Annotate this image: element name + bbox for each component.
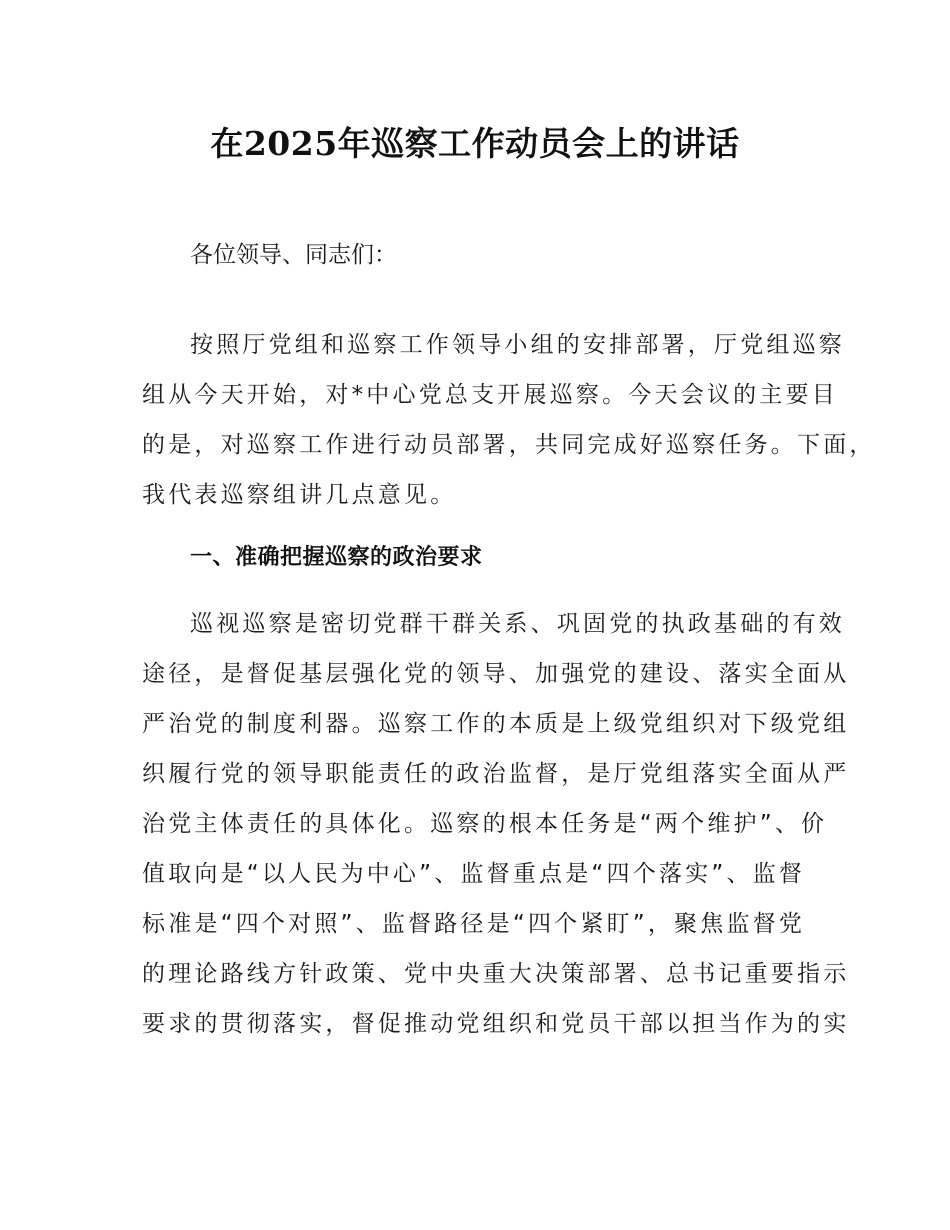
para2-line: 标准是“四个对照”、监督路径是“四个紧盯”，聚焦监督党 — [142, 911, 806, 937]
para2-line: 织履行党的领导职能责任的政治监督，是厅党组落实全面从严 — [142, 761, 850, 787]
para1-line: 我代表巡察组讲几点意见。 — [142, 482, 457, 508]
para1-line: 的是，对巡察工作进行动员部署，共同完成好巡察任务。下面， — [142, 432, 876, 458]
para2-line: 途径，是督促基层强化党的领导、加强党的建设、落实全面从 — [142, 661, 850, 687]
document-title: 在2025年巡察工作动员会上的讲话 — [210, 124, 740, 163]
para2-line: 要求的贯彻落实，督促推动党组织和党员干部以担当作为的实 — [142, 1011, 850, 1037]
section-heading: 一、准确把握巡察的政治要求 — [190, 545, 483, 570]
para1-line: 组从今天开始，对*中心党总支开展巡察。今天会议的主要目 — [142, 382, 838, 408]
greeting: 各位领导、同志们： — [190, 242, 397, 268]
para2-line: 的理论路线方针政策、党中央重大决策部署、总书记重要指示 — [142, 961, 850, 987]
para2-line: 巡视巡察是密切党群干群关系、巩固党的执政基础的有效 — [190, 611, 845, 637]
para2-line: 严治党的制度利器。巡察工作的本质是上级党组织对下级党组 — [142, 711, 850, 737]
para1-line: 按照厅党组和巡察工作领导小组的安排部署，厅党组巡察 — [190, 332, 845, 358]
para2-line: 治党主体责任的具体化。巡察的根本任务是“两个维护”、价 — [142, 811, 828, 837]
para2-line: 值取向是“以人民为中心”、监督重点是“四个落实”、监督 — [142, 861, 806, 887]
